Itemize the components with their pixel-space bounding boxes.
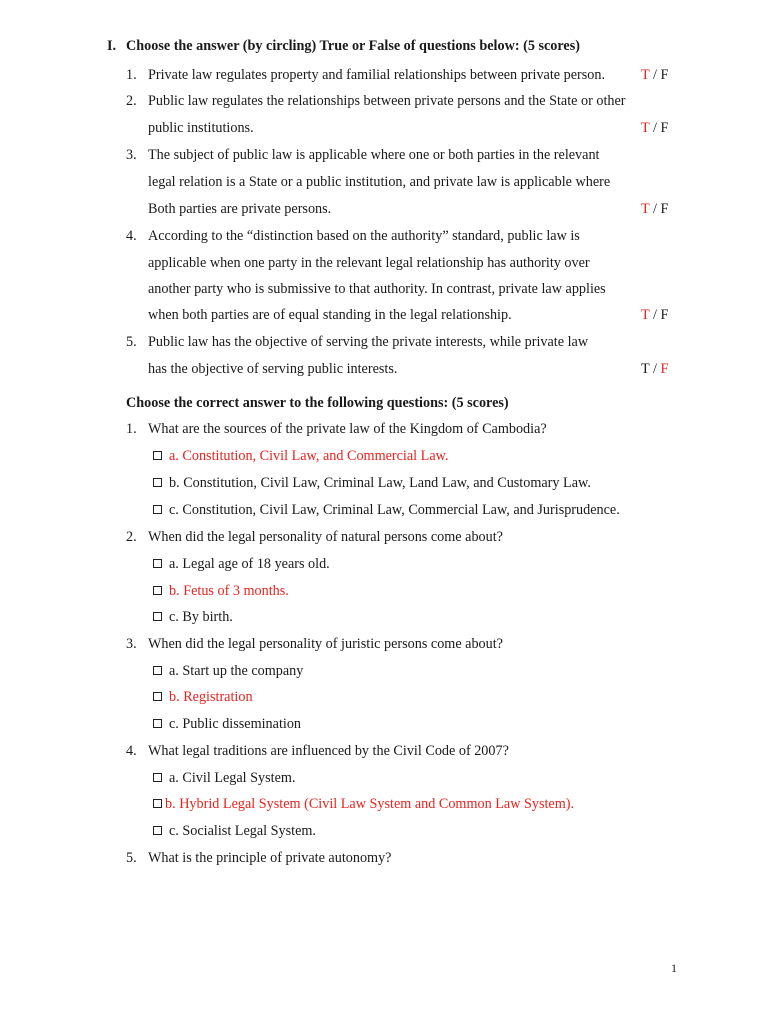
tf-item-5-choice bbox=[641, 360, 668, 378]
tf-item-3-choice bbox=[641, 200, 668, 218]
tf-item-1-true[interactable]: T bbox=[641, 67, 650, 83]
mc-question-1-text: What are the sources of the private law of the Kingdom of Cambodia? bbox=[148, 421, 547, 437]
tf-item-4-true[interactable]: T bbox=[641, 307, 650, 323]
mc-q1-option-a[interactable] bbox=[153, 447, 449, 465]
tf-item-4-separator: / bbox=[649, 307, 661, 323]
tf-item-3-line-2: legal relation is a State or a public institution, and private law is applicable where bbox=[148, 174, 611, 190]
tf-item-2-false[interactable]: F bbox=[660, 120, 669, 136]
tf-item-1-choice bbox=[641, 66, 668, 84]
tf-item-1-false[interactable]: F bbox=[660, 67, 669, 83]
tf-item-5-false[interactable]: F bbox=[660, 361, 669, 377]
checkbox-icon[interactable] bbox=[153, 451, 162, 460]
checkbox-icon[interactable] bbox=[153, 692, 162, 701]
tf-item-2-number: 2. bbox=[126, 93, 137, 109]
mc-q4-option-c[interactable] bbox=[153, 822, 316, 840]
mc-question-1-number: 1. bbox=[126, 421, 137, 437]
mc-question-3-text: When did the legal personality of juristic persons come about? bbox=[148, 636, 503, 652]
page-number: 1 bbox=[671, 961, 677, 975]
checkbox-icon[interactable] bbox=[153, 826, 162, 835]
mc-question-3-number: 3. bbox=[126, 636, 137, 652]
mc-q2-option-b[interactable] bbox=[153, 582, 289, 600]
checkbox-icon[interactable] bbox=[153, 666, 162, 675]
mc-q1-option-b[interactable] bbox=[153, 474, 591, 492]
mc-question-5-number: 5. bbox=[126, 850, 137, 866]
tf-item-5-number: 5. bbox=[126, 334, 137, 350]
tf-item-4-choice bbox=[641, 306, 668, 324]
mc-question-4-text: What legal traditions are influenced by the Civil Code of 2007? bbox=[148, 743, 509, 759]
mc-q2-option-c[interactable] bbox=[153, 608, 233, 626]
mc-q2-option-c-label: c. By birth. bbox=[169, 609, 233, 625]
tf-item-5-line-1: Public law has the objective of serving the private interests, while private law bbox=[148, 334, 589, 350]
checkbox-icon[interactable] bbox=[153, 719, 162, 728]
tf-item-2-line-1: Public law regulates the relationships between private persons and the State or other bbox=[148, 93, 626, 109]
section1-heading: Choose the answer (by circling) True or False of questions below: (5 scores) bbox=[126, 38, 580, 54]
tf-item-1-line-1: Private law regulates property and familial relationships between private person. bbox=[148, 67, 605, 83]
tf-item-2-choice bbox=[641, 119, 668, 137]
mc-q2-option-a[interactable] bbox=[153, 555, 330, 573]
mc-question-2-text: When did the legal personality of natural persons come about? bbox=[148, 529, 503, 545]
tf-item-4-line-2: applicable when one party in the relevant legal relationship has authority over bbox=[148, 255, 590, 271]
tf-item-3-separator: / bbox=[649, 201, 661, 217]
tf-item-5-line-2: has the objective of serving public interests. bbox=[148, 361, 398, 377]
tf-item-3-line-1: The subject of public law is applicable where one or both parties in the relevant bbox=[148, 147, 600, 163]
section2-heading: Choose the correct answer to the following questions: (5 scores) bbox=[126, 395, 509, 411]
mc-question-4-number: 4. bbox=[126, 743, 137, 759]
mc-q4-option-a[interactable] bbox=[153, 769, 296, 787]
tf-item-2-line-2: public institutions. bbox=[148, 120, 254, 136]
mc-q3-option-b[interactable] bbox=[153, 688, 253, 706]
mc-q1-option-c-label: c. Constitution, Civil Law, Criminal Law, Commercial Law, and Jurisprudence. bbox=[169, 502, 620, 518]
checkbox-icon[interactable] bbox=[153, 799, 162, 808]
mc-q4-option-b[interactable] bbox=[153, 795, 574, 813]
mc-q3-option-c-label: c. Public dissemination bbox=[169, 716, 302, 732]
tf-item-4-number: 4. bbox=[126, 228, 137, 244]
checkbox-icon[interactable] bbox=[153, 773, 162, 782]
tf-item-3-number: 3. bbox=[126, 147, 137, 163]
section1-heading-number: I. bbox=[107, 38, 117, 54]
mc-question-5-text: What is the principle of private autonomy? bbox=[148, 850, 392, 866]
tf-item-1-separator: / bbox=[649, 67, 661, 83]
mc-q3-option-c[interactable] bbox=[153, 715, 301, 733]
tf-item-4-false[interactable]: F bbox=[660, 307, 669, 323]
checkbox-icon[interactable] bbox=[153, 612, 162, 621]
mc-q1-option-a-label: a. Constitution, Civil Law, and Commercial Law. bbox=[169, 448, 449, 464]
tf-item-3-true[interactable]: T bbox=[641, 201, 650, 217]
tf-item-3-false[interactable]: F bbox=[660, 201, 669, 217]
tf-item-4-line-4: when both parties are of equal standing in the legal relationship. bbox=[148, 307, 512, 323]
mc-q3-option-b-label: b. Registration bbox=[169, 689, 253, 705]
mc-q3-option-a[interactable] bbox=[153, 662, 303, 680]
mc-q4-option-b-label: b. Hybrid Legal System (Civil Law System and Common Law System). bbox=[165, 796, 575, 812]
tf-item-4-line-1: According to the “distinction based on the authority” standard, public law is bbox=[148, 228, 580, 244]
checkbox-icon[interactable] bbox=[153, 559, 162, 568]
tf-item-2-separator: / bbox=[649, 120, 661, 136]
mc-q1-option-b-label: b. Constitution, Civil Law, Criminal Law, Land Law, and Customary Law. bbox=[169, 475, 591, 491]
checkbox-icon[interactable] bbox=[153, 505, 162, 514]
checkbox-icon[interactable] bbox=[153, 586, 162, 595]
mc-q1-option-c[interactable] bbox=[153, 501, 620, 519]
checkbox-icon[interactable] bbox=[153, 478, 162, 487]
tf-item-5-true[interactable]: T bbox=[641, 361, 650, 377]
tf-item-1-number: 1. bbox=[126, 67, 137, 83]
mc-question-2-number: 2. bbox=[126, 529, 137, 545]
mc-q4-option-c-label: c. Socialist Legal System. bbox=[169, 823, 316, 839]
tf-item-3-line-3: Both parties are private persons. bbox=[148, 201, 332, 217]
tf-item-4-line-3: another party who is submissive to that authority. In contrast, private law applies bbox=[148, 281, 606, 297]
tf-item-2-true[interactable]: T bbox=[641, 120, 650, 136]
mc-q4-option-a-label: a. Civil Legal System. bbox=[169, 770, 296, 786]
mc-q2-option-a-label: a. Legal age of 18 years old. bbox=[169, 556, 330, 572]
tf-item-5-separator: / bbox=[649, 361, 661, 377]
mc-q2-option-b-label: b. Fetus of 3 months. bbox=[169, 583, 289, 599]
mc-q3-option-a-label: a. Start up the company bbox=[169, 663, 304, 679]
